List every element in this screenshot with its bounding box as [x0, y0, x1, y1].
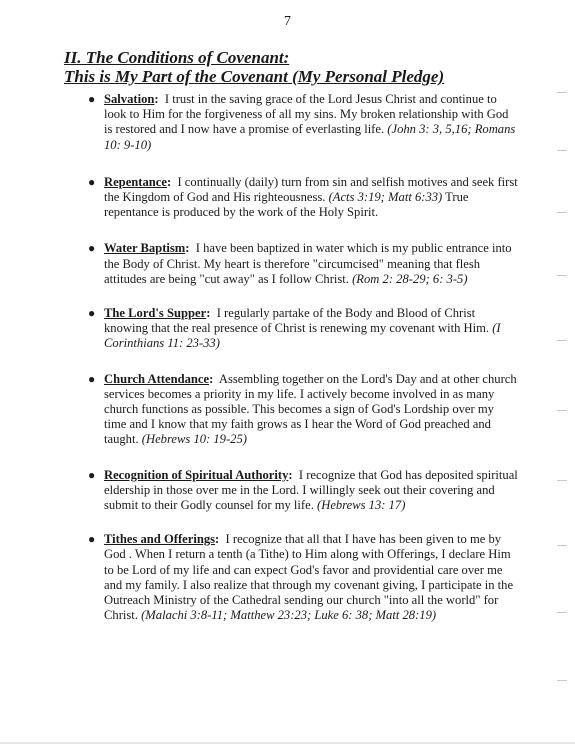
item-reference: (Acts 3:19; Matt 6:33)	[328, 190, 443, 205]
bullet-icon: ●	[88, 174, 96, 189]
item-text: I regularly partake of the Body and Blood of Christ knowing that the real presence of Christ is renewing my covenant with Him.	[104, 306, 490, 336]
scan-mark	[557, 680, 567, 681]
list-item: ● Church Attendance: Assembling together on the Lord's Day and at other church services becomes a priority in my life. I actively become involved in as many church functions as possible. This becomes a sign of God's Lordship over my time and I know that my faith grows as I hear the Word of God preached and taught. (Hebrews 10: 19-25)	[88, 371, 517, 447]
bullet-icon: ●	[88, 92, 96, 106]
pledge-list	[82, 92, 518, 640]
scan-mark	[557, 612, 567, 613]
item-text: I trust in the saving grace of the Lord Jesus Christ and continue to look to Him for the forgiveness of all my sins. My broken relationship with God is restored and I now have a promise of everlasting life.	[104, 92, 509, 137]
list-item: ● Water Baptism: I have been baptized in water which is my public entrance into the Body of Christ. My heart is therefore "circumcised" meaning that flesh attitudes are being "cut away" as I follow Christ. (Rom 2: 28-29; 6: 3-5)	[88, 241, 512, 286]
scan-mark	[557, 410, 567, 411]
bullet-icon: ●	[88, 371, 96, 386]
item-reference: (I Corinthians 11: 23-33)	[104, 321, 501, 351]
scan-mark	[557, 92, 567, 93]
item-text: I recognize that God has deposited spiritual eldership in those over me in the Lord. I willingly seek out their covering and submit to their Godly counsel for my life.	[104, 467, 518, 513]
scan-mark	[557, 212, 567, 213]
list-item: ● Repentance: I continually (daily) turn from sin and selfish motives and seek first the Kingdom of God and His righteousness. (Acts 3:19; Matt 6:33) True repentance is produced by the work of the Holy Spirit.	[88, 174, 518, 220]
list-item: ● Recognition of Spiritual Authority: I recognize that God has deposited spiritual eldership in those over me in the Lord. I willingly seek out their covering and submit to their Godly counsel for my life. (Hebrews 13: 17)	[88, 467, 518, 513]
list-item: ● Salvation: I trust in the saving grace of the Lord Jesus Christ and continue to look to Him for the forgiveness of all my sins. My broken relationship with God is restored and I now have a promise of everlasting life. (John 3: 3, 5,16; Romans 10: 9-10)	[88, 92, 516, 152]
scan-mark	[557, 480, 567, 481]
scan-mark	[557, 545, 567, 546]
bullet-icon: ●	[88, 467, 96, 482]
bullet-icon: ●	[88, 306, 96, 321]
item-term: Church Attendance	[104, 371, 210, 386]
item-reference: (Rom 2: 28-29; 6: 3-5)	[352, 271, 468, 286]
item-term: Tithes and Offerings	[104, 532, 216, 547]
item-term: Repentance	[104, 174, 167, 189]
section-title: II. The Conditions of Covenant:	[64, 48, 290, 67]
bullet-icon: ●	[88, 532, 96, 547]
item-text: I recognize that all that I have has been given to me by God . When I return a tenth (a Tithe) to Him along with Offerings, I declare Him to be Lord of my life and can expect God's favor and providential care over me and my family. I also realize that through my covenant giving, I participate in the Outreach Ministry of the Cathedral sending our church "into all the world" for Christ.	[104, 532, 514, 623]
page-number: 7	[284, 14, 291, 29]
item-text: Assembling together on the Lord's Day and at other church services becomes a priority in my life. I actively become involved in as many church functions as possible. This becomes a sign of God's Lordship over my time and I know that my faith grows as I hear the Word of God preached and taught.	[104, 371, 517, 447]
item-term: The Lord's Supper	[104, 306, 207, 321]
scan-mark	[557, 150, 567, 151]
scan-mark	[557, 340, 567, 341]
item-term: Water Baptism	[104, 241, 186, 256]
scan-mark	[557, 275, 567, 276]
item-reference: (Malachi 3:8-11; Matthew 23:23; Luke 6: 38; Matt 28:19)	[141, 608, 437, 623]
item-term: Recognition of Spiritual Authority	[104, 467, 289, 482]
item-reference: (Hebrews 13: 17)	[317, 498, 406, 513]
item-text: I have been baptized in water which is my public entrance into the Body of Christ. My heart is therefore "circumcised" meaning that flesh attitudes are being "cut away" as I follow Christ.	[104, 241, 512, 286]
item-text-after: True repentance is produced by the work of the Holy Spirit.	[104, 190, 469, 220]
item-reference: (John 3: 3, 5,16; Romans 10: 9-10)	[104, 122, 516, 152]
item-text: I continually (daily) turn from sin and selfish motives and seek first the Kingdom of God and His righteousness.	[104, 174, 518, 205]
bullet-icon: ●	[88, 241, 96, 256]
item-term: Salvation	[104, 92, 155, 106]
item-reference: (Hebrews 10: 19-25)	[141, 432, 247, 447]
section-heading	[64, 48, 444, 86]
list-item: ● The Lord's Supper: I regularly partake of the Body and Blood of Christ knowing that the real presence of Christ is renewing my covenant with Him. (I Corinthians 11: 23-33)	[88, 306, 501, 351]
list-item: ● Tithes and Offerings: I recognize that all that I have has been given to me by God . When I return a tenth (a Tithe) to Him along with Offerings, I declare Him to be Lord of my life and can expect God's favor and providential care over me and my family. I also realize that through my covenant giving, I participate in the Outreach Ministry of the Cathedral sending our church "into all the world" for Christ. (Malachi 3:8-11; Matthew 23:23; Luke 6: 38; Matt 28:19)	[88, 532, 514, 623]
section-subtitle: This is My Part of the Covenant (My Personal Pledge)	[64, 67, 445, 86]
